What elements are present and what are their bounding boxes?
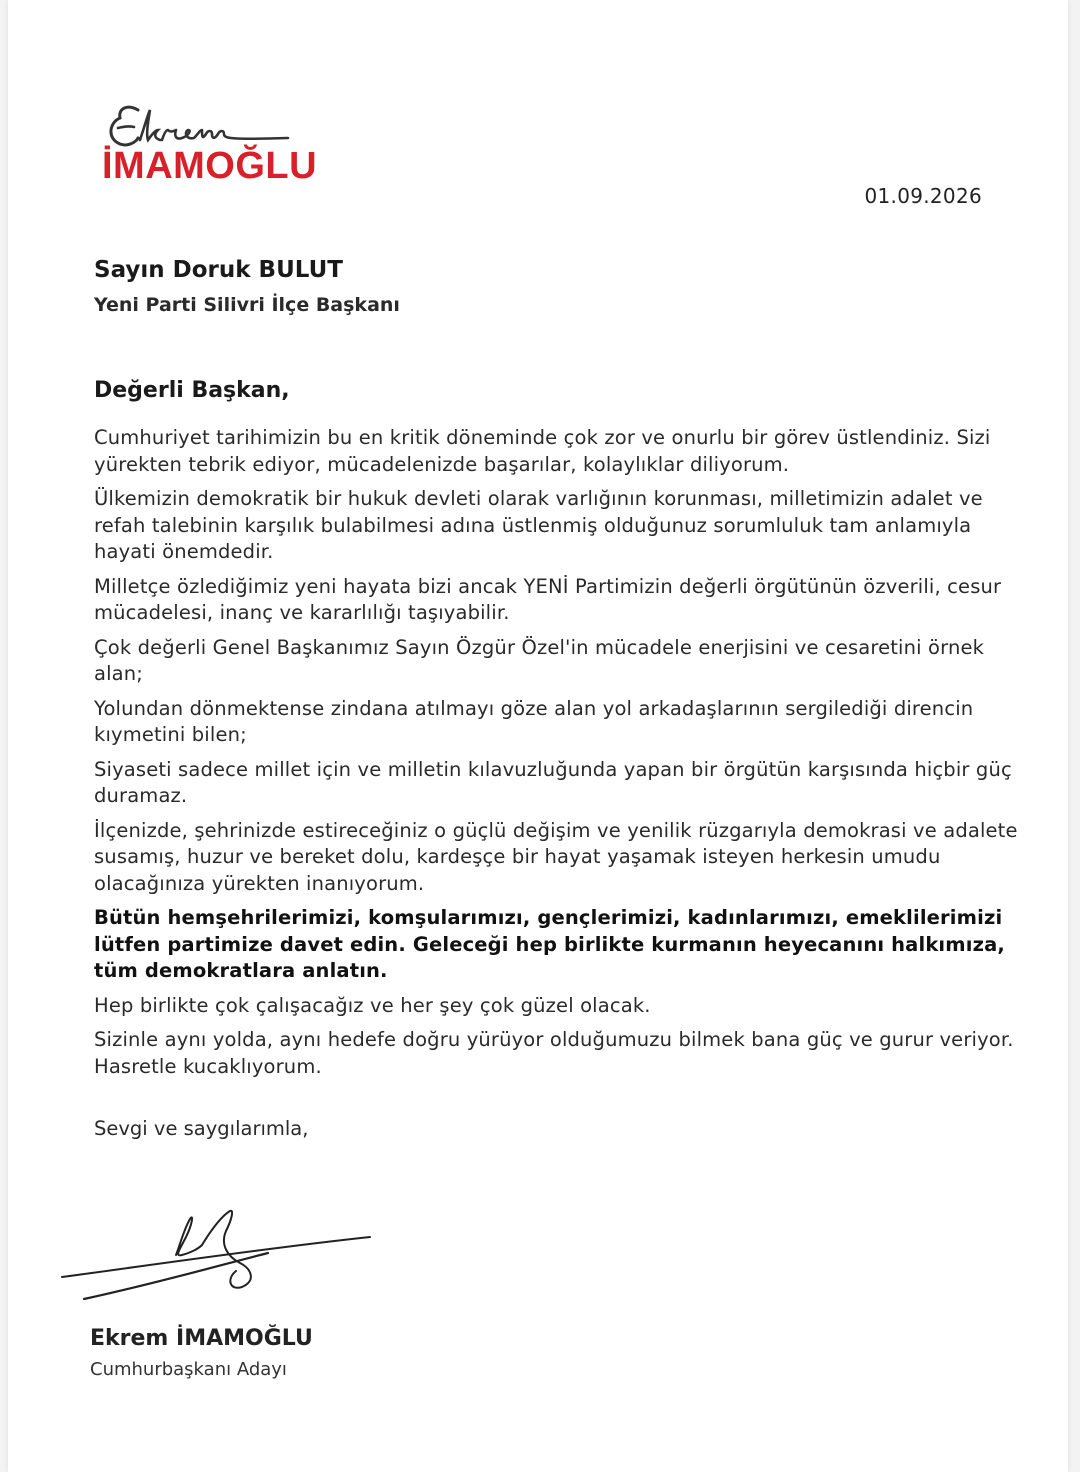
brand-wordmark: İMAMOĞLU xyxy=(102,145,318,187)
body-paragraph-bold: Bütün hemşehrilerimizi, komşularımızı, gençlerimizi, kadınlarımızı, emeklilerimizi lütfen partimize davet edin. Geleceği hep birlikte kurmanın heyecanını halkımıza, tüm demokratlara anlatın. xyxy=(94,906,1005,982)
signer-title: Cumhurbaşkanı Adayı xyxy=(90,1359,287,1380)
body-paragraph: Ülkemizin demokratik bir hukuk devleti olarak varlığının korunması, milletimizin adalet ve refah talebinin karşılık bulabilmesi adına üstlenmiş olduğunuz sorumluluk tam anlamıyla hayati önemdedir. xyxy=(94,487,983,563)
body-paragraph: Siyaseti sadece millet için ve milletin kılavuzluğunda yapan bir örgütün karşısında hiçbir güç duramaz. xyxy=(94,757,1012,807)
body-paragraph: Çok değerli Genel Başkanımız Sayın Özgür Özel'in mücadele enerjisini ve cesaretini örnek alan; xyxy=(94,635,985,685)
body-paragraph: Sizinle aynı yolda, aynı hedefe doğru yürüyor olduğumuzu bilmek bana güç ve gurur veriyor. Hasretle kucaklıyorum. xyxy=(94,1028,1014,1078)
handwritten-signature xyxy=(58,1205,388,1315)
body-paragraph: İlçenizde, şehrinizde estireceğiniz o güçlü değişim ve yenilik rüzgarıyla demokrasi ve adalete susamış, huzur ve bereket dolu, kardeşçe bir hayat yaşamak isteyen herkesin umudu olacağınıza yürekten inanıyorum. xyxy=(94,818,1018,895)
letter-body xyxy=(94,425,1022,1088)
letterhead-logo xyxy=(98,100,318,190)
signer-name: Ekrem İMAMOĞLU xyxy=(90,1326,313,1351)
body-paragraph: Yolundan dönmektense zindana atılmayı göze alan yol arkadaşlarının sergilediği direncin kıymetini bilen; xyxy=(94,696,974,746)
addressee-name: Sayın Doruk BULUT xyxy=(94,257,343,283)
salutation: Değerli Başkan, xyxy=(94,378,290,403)
closing-line: Sevgi ve saygılarımla, xyxy=(94,1117,309,1140)
body-paragraph: Cumhuriyet tarihimizin bu en kritik döneminde çok zor ve onurlu bir görev üstlendiniz. Sizi yürekten tebrik ediyor, mücadelenizde başarılar, kolaylıklar diliyorum. xyxy=(94,426,991,476)
letter-page xyxy=(8,0,1068,1472)
body-paragraph: Hep birlikte çok çalışacağız ve her şey çok güzel olacak. xyxy=(94,993,651,1017)
script-name-logo xyxy=(98,100,318,150)
letter-date: 01.09.2026 xyxy=(864,184,982,208)
body-paragraph: Milletçe özlediğimiz yeni hayata bizi ancak YENİ Partimizin değerli örgütünün özverili, cesur mücadelesi, inanç ve kararlılığı taşıyabilir. xyxy=(94,574,1002,624)
addressee-title: Yeni Parti Silivri İlçe Başkanı xyxy=(94,294,400,316)
